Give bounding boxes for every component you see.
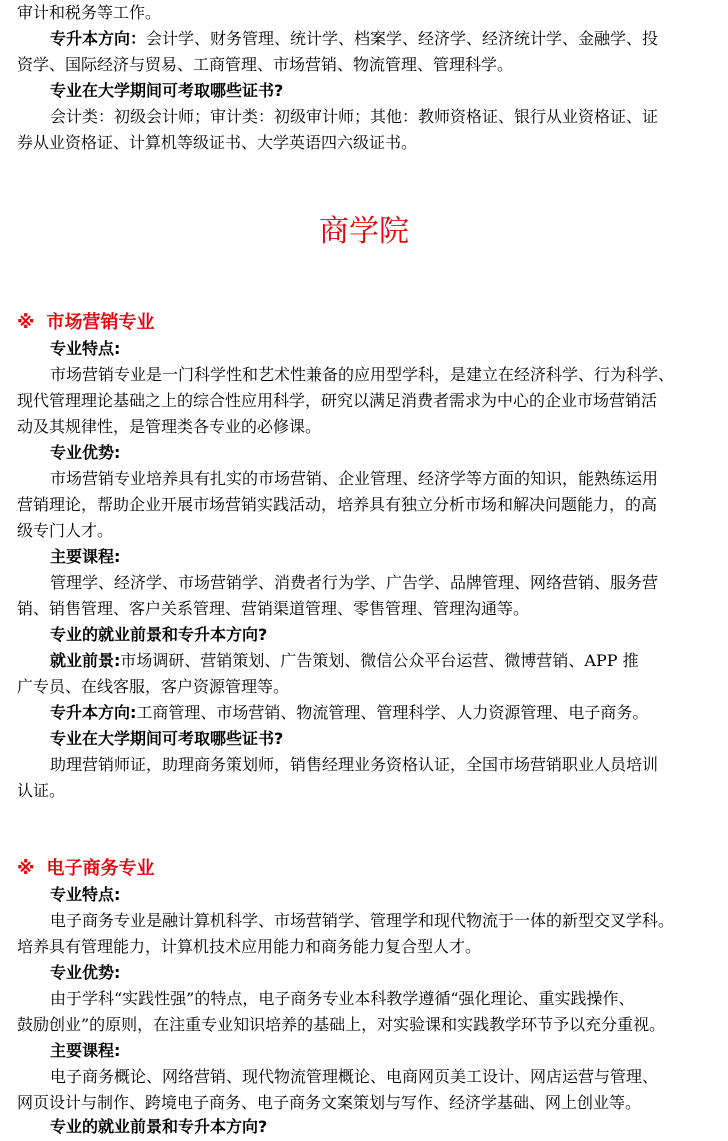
text-line: 广专员、在线客服，客户资源管理等。 <box>17 677 290 696</box>
section-title-marketing <box>17 310 155 336</box>
section-title-text: 电子商务专业 <box>46 858 155 879</box>
reference-mark-icon: ※ <box>17 312 35 333</box>
text-line: 助理营销师证，助理商务策划师，销售经理业务资格认证，全国市场营销职业人员培训 <box>50 755 659 774</box>
text-line: 券从业资格证、计算机等级证书、大学英语四六级证书。 <box>17 133 418 152</box>
employment-line <box>50 648 713 674</box>
upgrade-text: 工商管理、市场营销、物流管理、管理科学、人力资源管理、电子商务。 <box>136 703 649 722</box>
text-line: 由于学科“实践性强”的特点，电子商务专业本科教学遵循“强化理论、重实践操作、 <box>50 989 635 1008</box>
courses-label: 主要课程: <box>50 547 121 566</box>
text-line: 管理学、经济学、市场营销学、消费者行为学、广告学、品牌管理、网络营销、服务营 <box>50 573 659 592</box>
text-line: 网页设计与制作、跨境电子商务、电子商务文案策划与写作、经济学基础、网上创业等。 <box>17 1093 642 1112</box>
section-title-ecommerce <box>17 856 155 882</box>
text-line: 现代管理理论基础之上的综合性应用科学，研究以满足消费者需求为中心的企业市场营销活 <box>17 391 658 410</box>
text-line: 资学、国际经济与贸易、工商管理、市场营销、物流管理、管理科学。 <box>17 55 514 74</box>
employment-label: 就业前景: <box>50 651 121 670</box>
upgrade-label: 专升本方向: <box>50 703 137 722</box>
text-line: 鼓励创业”的原则，在注重专业知识培养的基础上，对实验课和实践教学环节予以充分重视。 <box>17 1015 666 1034</box>
section-title-text: 市场营销专业 <box>46 312 155 333</box>
text-line: 动及其规律性，是管理类各专业的必修课。 <box>17 417 322 436</box>
cert-question: 专业在大学期间可考取哪些证书? <box>50 81 284 100</box>
text-line: 审计和税务等工作。 <box>17 3 162 22</box>
courses-label: 主要课程: <box>50 1041 121 1060</box>
text-line: 培养具有管理能力，计算机技术应用能力和商务能力复合型人才。 <box>17 937 482 956</box>
upgrade-label: 专升本方向： <box>50 29 147 48</box>
advantages-label: 专业优势: <box>50 443 121 462</box>
text-line: 销、销售管理、客户关系管理、营销渠道管理、零售管理、管理沟通等。 <box>17 599 530 618</box>
text-line: 电子商务概论、网络营销、现代物流管理概论、电商网页美工设计、网店运营与管理、 <box>50 1067 659 1086</box>
upgrade-text: 会计学、财务管理、统计学、档案学、经济学、经济统计学、金融学、投 <box>146 29 659 48</box>
text-line: 会计类：初级会计师；审计类：初级审计师；其他：教师资格证、银行从业资格证、证 <box>50 107 659 126</box>
upgrade-line <box>50 700 713 726</box>
features-label: 专业特点: <box>50 339 121 358</box>
upgrade-line <box>50 26 713 52</box>
reference-mark-icon: ※ <box>17 858 35 879</box>
prospect-question: 专业的就业前景和专升本方向? <box>50 1117 268 1136</box>
text-line: 认证。 <box>17 781 66 800</box>
prospect-question: 专业的就业前景和专升本方向? <box>50 625 268 644</box>
advantages-label: 专业优势: <box>50 963 121 982</box>
text-line: 电子商务专业是融计算机科学、市场营销学、管理学和现代物流于一体的新型交叉学科。 <box>50 911 675 930</box>
features-label: 专业特点: <box>50 885 121 904</box>
college-heading: 商学院 <box>319 214 409 249</box>
text-line: 级专门人才。 <box>17 521 114 540</box>
employment-text: 市场调研、营销策划、广告策划、微信公众平台运营、微博营销、APP 推 <box>120 651 639 670</box>
text-line: 营销理论，帮助企业开展市场营销实践活动，培养具有独立分析市场和解决问题能力，的高 <box>17 495 658 514</box>
text-line: 市场营销专业培养具有扎实的市场营销、企业管理、经济学等方面的知识，能熟练运用 <box>50 469 659 488</box>
text-line: 市场营销专业是一门科学性和艺术性兼备的应用型学科，是建立在经济科学、行为科学、 <box>50 365 675 384</box>
cert-question: 专业在大学期间可考取哪些证书? <box>50 729 284 748</box>
